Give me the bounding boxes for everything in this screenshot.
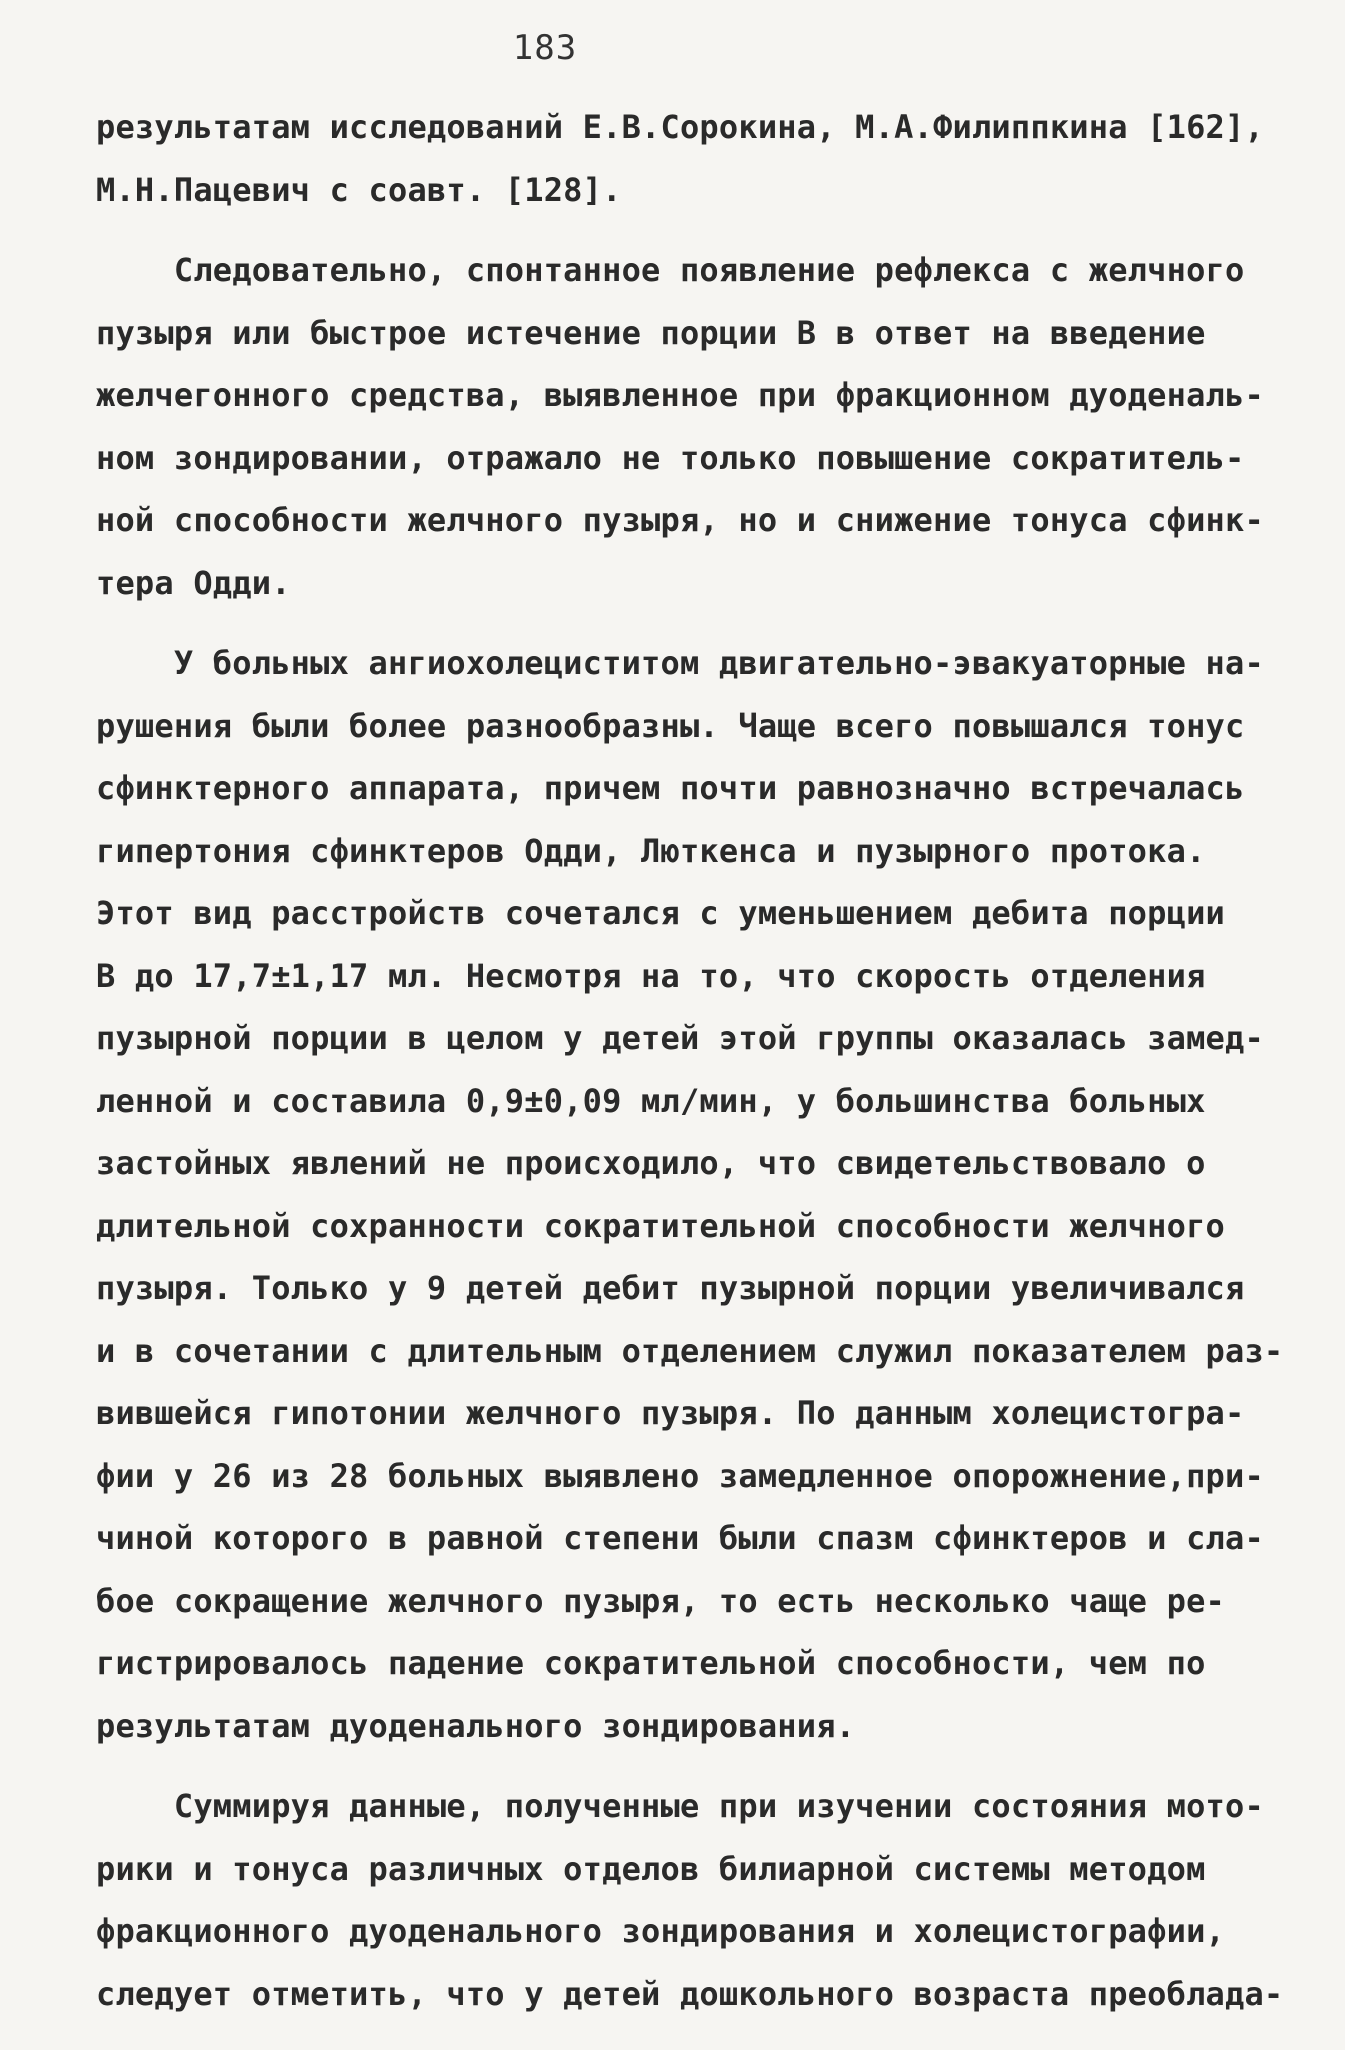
paragraph-1 (96, 96, 1264, 221)
text-line: и в сочетании с длительным отделением служил показателем раз- (96, 1331, 1284, 1370)
text-line: результатам исследований Е.В.Сорокина, М.А.Филиппкина [162], (96, 108, 1264, 146)
text-line: пузыря. Только у 9 детей дебит пузырной порции увеличивался (96, 1269, 1245, 1307)
text-line: пузыря или быстрое истечение порции В в ответ на введение (96, 313, 1206, 352)
text-line: пузырной порции в целом у детей этой группы оказалась замед- (96, 1019, 1264, 1057)
text-line: сфинктерного аппарата, причем почти равнозначно встречалась (96, 769, 1245, 807)
page-number: 183 (512, 28, 578, 68)
text-line: рушения были более разнообразны. Чаще всего повышался тонус (96, 706, 1245, 745)
text-line: фии у 26 из 28 больных выявлено замедленное опорожнение,при- (96, 1456, 1264, 1495)
text-line: Следовательно, спонтанное появление рефлекса с желчного (96, 251, 1245, 289)
text-line: вившейся гипотонии желчного пузыря. По данным холецистогра- (96, 1394, 1245, 1432)
text-line: тера Одди. (96, 563, 291, 602)
text-line: фракционного дуоденального зондирования и холецистографии, (96, 1912, 1226, 1950)
text-line: рики и тонуса различных отделов билиарной системы методом (96, 1849, 1206, 1888)
text-line: ленной и составила 0,9±0,09 мл/мин, у большинства больных (96, 1081, 1206, 1120)
text-line: ном зондировании, отражало не только повышение сократитель- (96, 438, 1245, 477)
text-line: следует отметить, что у детей дошкольного возраста преоблада- (96, 1974, 1284, 2013)
text-line: желчегонного средства, выявленное при фракционном дуоденаль- (96, 376, 1264, 414)
paragraph-3 (96, 632, 1284, 1757)
text-line: ной способности желчного пузыря, но и снижение тонуса сфинк- (96, 501, 1264, 539)
text-line: В до 17,7±1,17 мл. Несмотря на то, что скорость отделения (96, 956, 1206, 995)
text-line: Суммируя данные, полученные при изучении состояния мото- (96, 1787, 1264, 1825)
text-line: длительной сохранности сократительной способности желчного (96, 1206, 1226, 1245)
text-line: чиной которого в равной степени были спазм сфинктеров и сла- (96, 1519, 1264, 1557)
text-line: результатам дуоденального зондирования. (96, 1706, 856, 1745)
text-line: Этот вид расстройств сочетался с уменьшением дебита порции (96, 894, 1226, 932)
body-text (96, 96, 1284, 2025)
paragraph-4 (96, 1775, 1284, 2025)
paragraph-2 (96, 239, 1264, 614)
text-line: гипертония сфинктеров Одди, Люткенса и пузырного протока. (96, 831, 1206, 870)
text-line: У больных ангиохолециститом двигательно-эвакуаторные на- (96, 644, 1264, 682)
text-line: гистрировалось падение сократительной способности, чем по (96, 1644, 1206, 1682)
text-line: застойных явлений не происходило, что свидетельствовало о (96, 1144, 1206, 1182)
text-line: бое сокращение желчного пузыря, то есть несколько чаще ре- (96, 1581, 1226, 1620)
text-line: М.Н.Пацевич с соавт. [128]. (96, 170, 622, 209)
